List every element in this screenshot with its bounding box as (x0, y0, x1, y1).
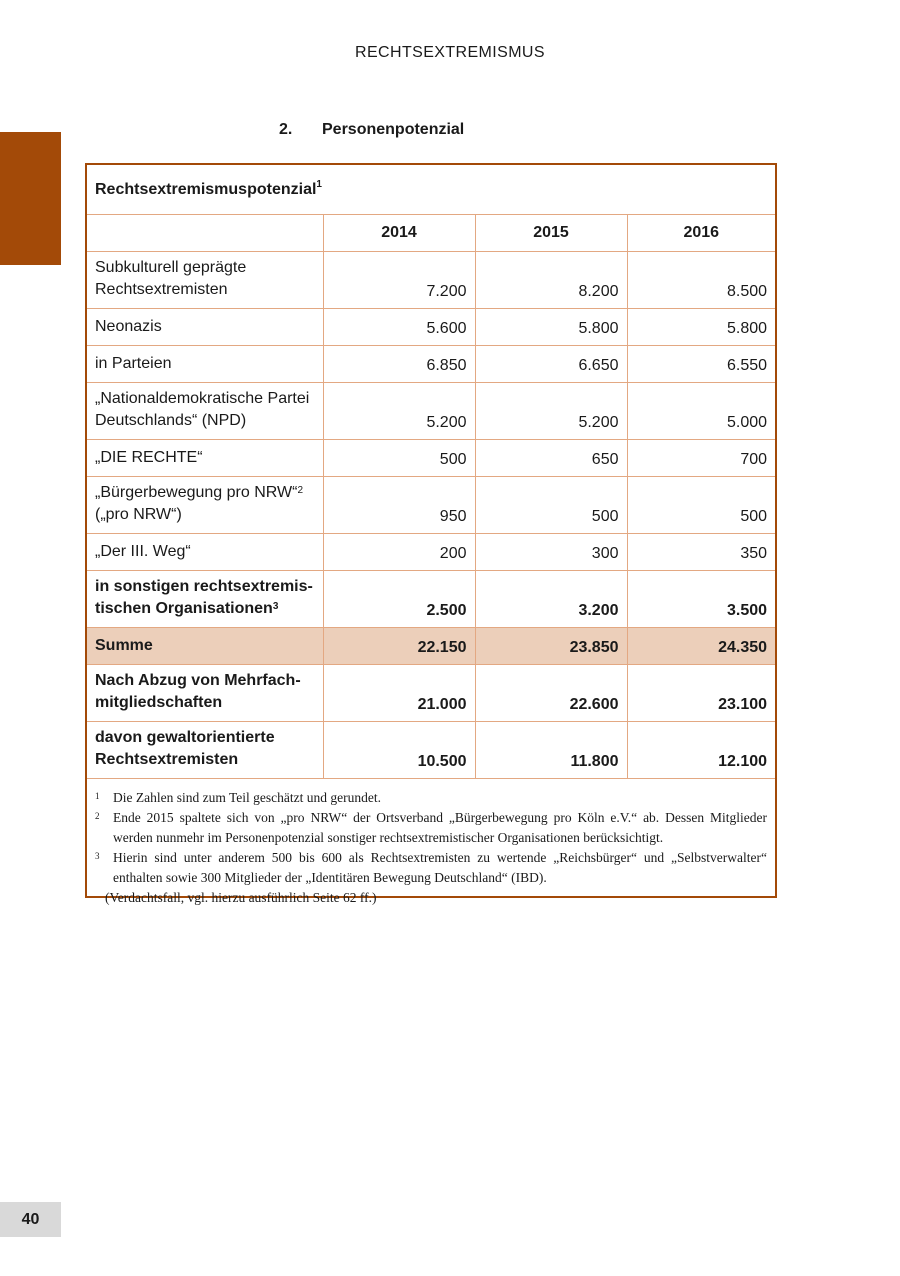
footnote (95, 808, 767, 848)
footnote-marker: 1 (95, 790, 100, 801)
row-label: in Parteien (87, 345, 323, 382)
section-title: Personenpotenzial (322, 121, 465, 138)
cell-value: 500 (323, 439, 475, 476)
table-row (87, 308, 775, 345)
cell-value: 10.500 (323, 721, 475, 778)
sum-row (87, 627, 775, 664)
cell-value: 2.500 (323, 570, 475, 627)
table-row (87, 345, 775, 382)
row-label: davon gewaltorientierte Rechtsextremisten (87, 721, 323, 778)
cell-value: 300 (475, 533, 627, 570)
table-row (87, 382, 775, 439)
cell-value: 11.800 (475, 721, 627, 778)
running-header: RECHTSEXTREMISMUS (355, 44, 545, 61)
year-header: 2016 (627, 214, 775, 251)
row-label: Neonazis (87, 308, 323, 345)
year-header-row (87, 214, 775, 251)
cell-value: 350 (627, 533, 775, 570)
footnote-ref: 1 (316, 179, 322, 191)
year-header: 2014 (323, 214, 475, 251)
cell-value: 500 (627, 476, 775, 533)
cell-value: 6.550 (627, 345, 775, 382)
cell-value: 200 (323, 533, 475, 570)
row-label: in sonstigen rechtsextremis- tischen Organisationen$^3$ (87, 570, 323, 627)
cell-value: 24.350 (627, 627, 775, 664)
cell-value: 500 (475, 476, 627, 533)
table-caption: Rechtsextremismuspotenzial$^1$ (87, 165, 775, 214)
cell-value: 8.200 (475, 251, 627, 308)
section-number: 2. (279, 121, 293, 138)
footnotes (87, 779, 775, 908)
cell-value: 5.800 (627, 308, 775, 345)
row-label: „Der III. Weg“ (87, 533, 323, 570)
row-label: „Bürgerbewegung pro NRW“$^2$ („pro NRW“) (87, 476, 323, 533)
footnote-ref: 2 (297, 484, 304, 496)
footnote (95, 788, 767, 808)
page-number: 40 (0, 1202, 61, 1237)
row-label: Subkulturell geprägte Rechtsextremisten (87, 251, 323, 308)
footnote-ref: 3 (272, 600, 279, 612)
cell-value: 23.100 (627, 664, 775, 721)
cell-value: 5.800 (475, 308, 627, 345)
cell-value: 6.650 (475, 345, 627, 382)
cell-value: 950 (323, 476, 475, 533)
cell-value: 650 (475, 439, 627, 476)
cell-value: 22.150 (323, 627, 475, 664)
cell-value: 23.850 (475, 627, 627, 664)
footnote-text: Hierin sind unter anderem 500 bis 600 als Rechtsextremisten zu wertende „Reichsbürger“ und „Selbstverwalter“ enthalten sowie 300 Mitglieder der „Identitären Bewegung Deutschland“ (IBD). (113, 849, 767, 885)
table-row (87, 570, 775, 627)
cell-value: 5.200 (323, 382, 475, 439)
table-row (87, 439, 775, 476)
chapter-side-tab (0, 132, 61, 265)
table-row (87, 533, 775, 570)
footnote-marker: 2 (95, 810, 100, 821)
cell-value: 8.500 (627, 251, 775, 308)
cell-value: 3.500 (627, 570, 775, 627)
cell-value: 5.200 (475, 382, 627, 439)
row-label: Nach Abzug von Mehrfach- mitgliedschaften (87, 664, 323, 721)
personenpotenzial-table (87, 165, 775, 779)
footnote (95, 848, 767, 888)
year-header: 2015 (475, 214, 627, 251)
footnote-continuation (95, 888, 767, 908)
row-label: Summe (87, 627, 323, 664)
row-label: „Nationaldemokratische Partei Deutschlands“ (NPD) (87, 382, 323, 439)
cell-value: 6.850 (323, 345, 475, 382)
cell-value: 7.200 (323, 251, 475, 308)
header-blank-cell (87, 214, 323, 251)
section-heading (279, 121, 464, 139)
cell-value: 700 (627, 439, 775, 476)
cell-value: 5.600 (323, 308, 475, 345)
table-row (87, 476, 775, 533)
footnote-text: Ende 2015 spaltete sich von „pro NRW“ der Ortsverband „Bürgerbewegung pro Köln e.V.“ ab. Dessen Mitglieder werden nunmehr im Personenpotenzial sonstiger rechtsextremistischer Organisationen berücksichtigt. (113, 809, 767, 845)
personenpotenzial-table-box (85, 163, 777, 905)
cell-value: 12.100 (627, 721, 775, 778)
cell-value: 5.000 (627, 382, 775, 439)
cell-value: 3.200 (475, 570, 627, 627)
footnote-text: (Verdachtsfall, vgl. hierzu ausführlich Seite 62 ff.) (105, 889, 377, 905)
row-label: „DIE RECHTE“ (87, 439, 323, 476)
table-row (87, 251, 775, 308)
table-row (87, 721, 775, 778)
cell-value: 21.000 (323, 664, 475, 721)
footnote-text: Die Zahlen sind zum Teil geschätzt und gerundet. (113, 789, 381, 805)
cell-value: 22.600 (475, 664, 627, 721)
table-caption-row (87, 165, 775, 214)
footnote-marker: 3 (95, 850, 100, 861)
table-row (87, 664, 775, 721)
